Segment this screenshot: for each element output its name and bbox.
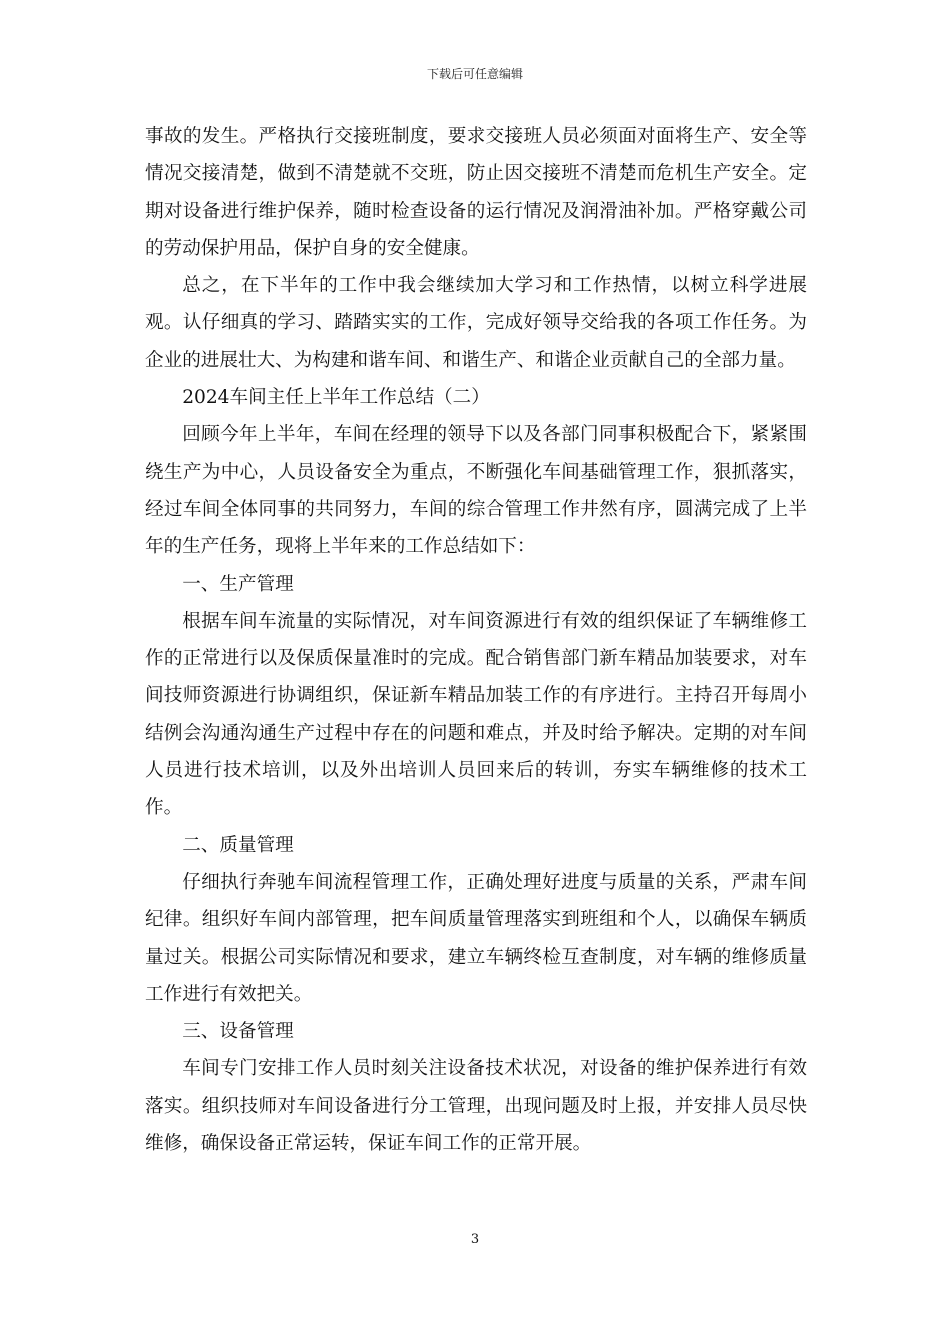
heading-production: 一、生产管理	[182, 573, 294, 595]
page-number: 3	[470, 1232, 480, 1247]
section-title: 2024车间主任上半年工作总结（二）	[182, 387, 490, 409]
document-body	[145, 118, 807, 1162]
paragraph-1: 事故的发生。严格执行交接班制度，要求交接班人员必须面对面将生产、安全等情况交接清楚，做到不清楚就不交班，防止因交接班不清楚而危机生产安全。定期对设备进行维护保养，随时检查设备的运行情况及润滑油补加。严格穿戴公司的劳动保护用品，保护自身的安全健康。	[145, 126, 807, 259]
paragraph-3: 回顾今年上半年，车间在经理的领导下以及各部门同事积极配合下，紧紧围绕生产为中心，人员设备安全为重点，不断强化车间基础管理工作，狠抓落实，经过车间全体同事的共同努力，车间的综合管理工作井然有序，圆满完成了上半年的生产任务，现将上半年来的工作总结如下：	[145, 424, 807, 558]
heading-quality: 二、质量管理	[182, 834, 294, 856]
paragraph-6: 车间专门安排工作人员时刻关注设备技术状况，对设备的维护保养进行有效落实。组织技师对车间设备进行分工管理，出现问题及时上报，并安排人员尽快维修，确保设备正常运转，保证车间工作的正常开展。	[145, 1058, 807, 1155]
page-header: 下载后可任意编辑	[426, 67, 523, 81]
paragraph-5: 仔细执行奔驰车间流程管理工作，正确处理好进度与质量的关系，严肃车间纪律。组织好车间内部管理，把车间质量管理落实到班组和个人，以确保车辆质量过关。根据公司实际情况和要求，建立车辆终检互查制度，对车辆的维修质量工作进行有效把关。	[145, 871, 807, 1005]
heading-equipment: 三、设备管理	[182, 1021, 294, 1043]
paragraph-4: 根据车间车流量的实际情况，对车间资源进行有效的组织保证了车辆维修工作的正常进行以及保质保量准时的完成。配合销售部门新车精品加装要求，对车间技师资源进行协调组织，保证新车精品加装工作的有序进行。主持召开每周小结例会沟通沟通生产过程中存在的问题和难点，并及时给予解决。定期的对车间人员进行技术培训，以及外出培训人员回来后的转训，夯实车辆维修的技术工作。	[145, 610, 807, 819]
paragraph-2: 总之，在下半年的工作中我会继续加大学习和工作热情，以树立科学进展观。认仔细真的学习、踏踏实实的工作，完成好领导交给我的各项工作任务。为企业的进展壮大、为构建和谐车间、和谐生产、和谐企业贡献自己的全部力量。	[145, 275, 807, 371]
